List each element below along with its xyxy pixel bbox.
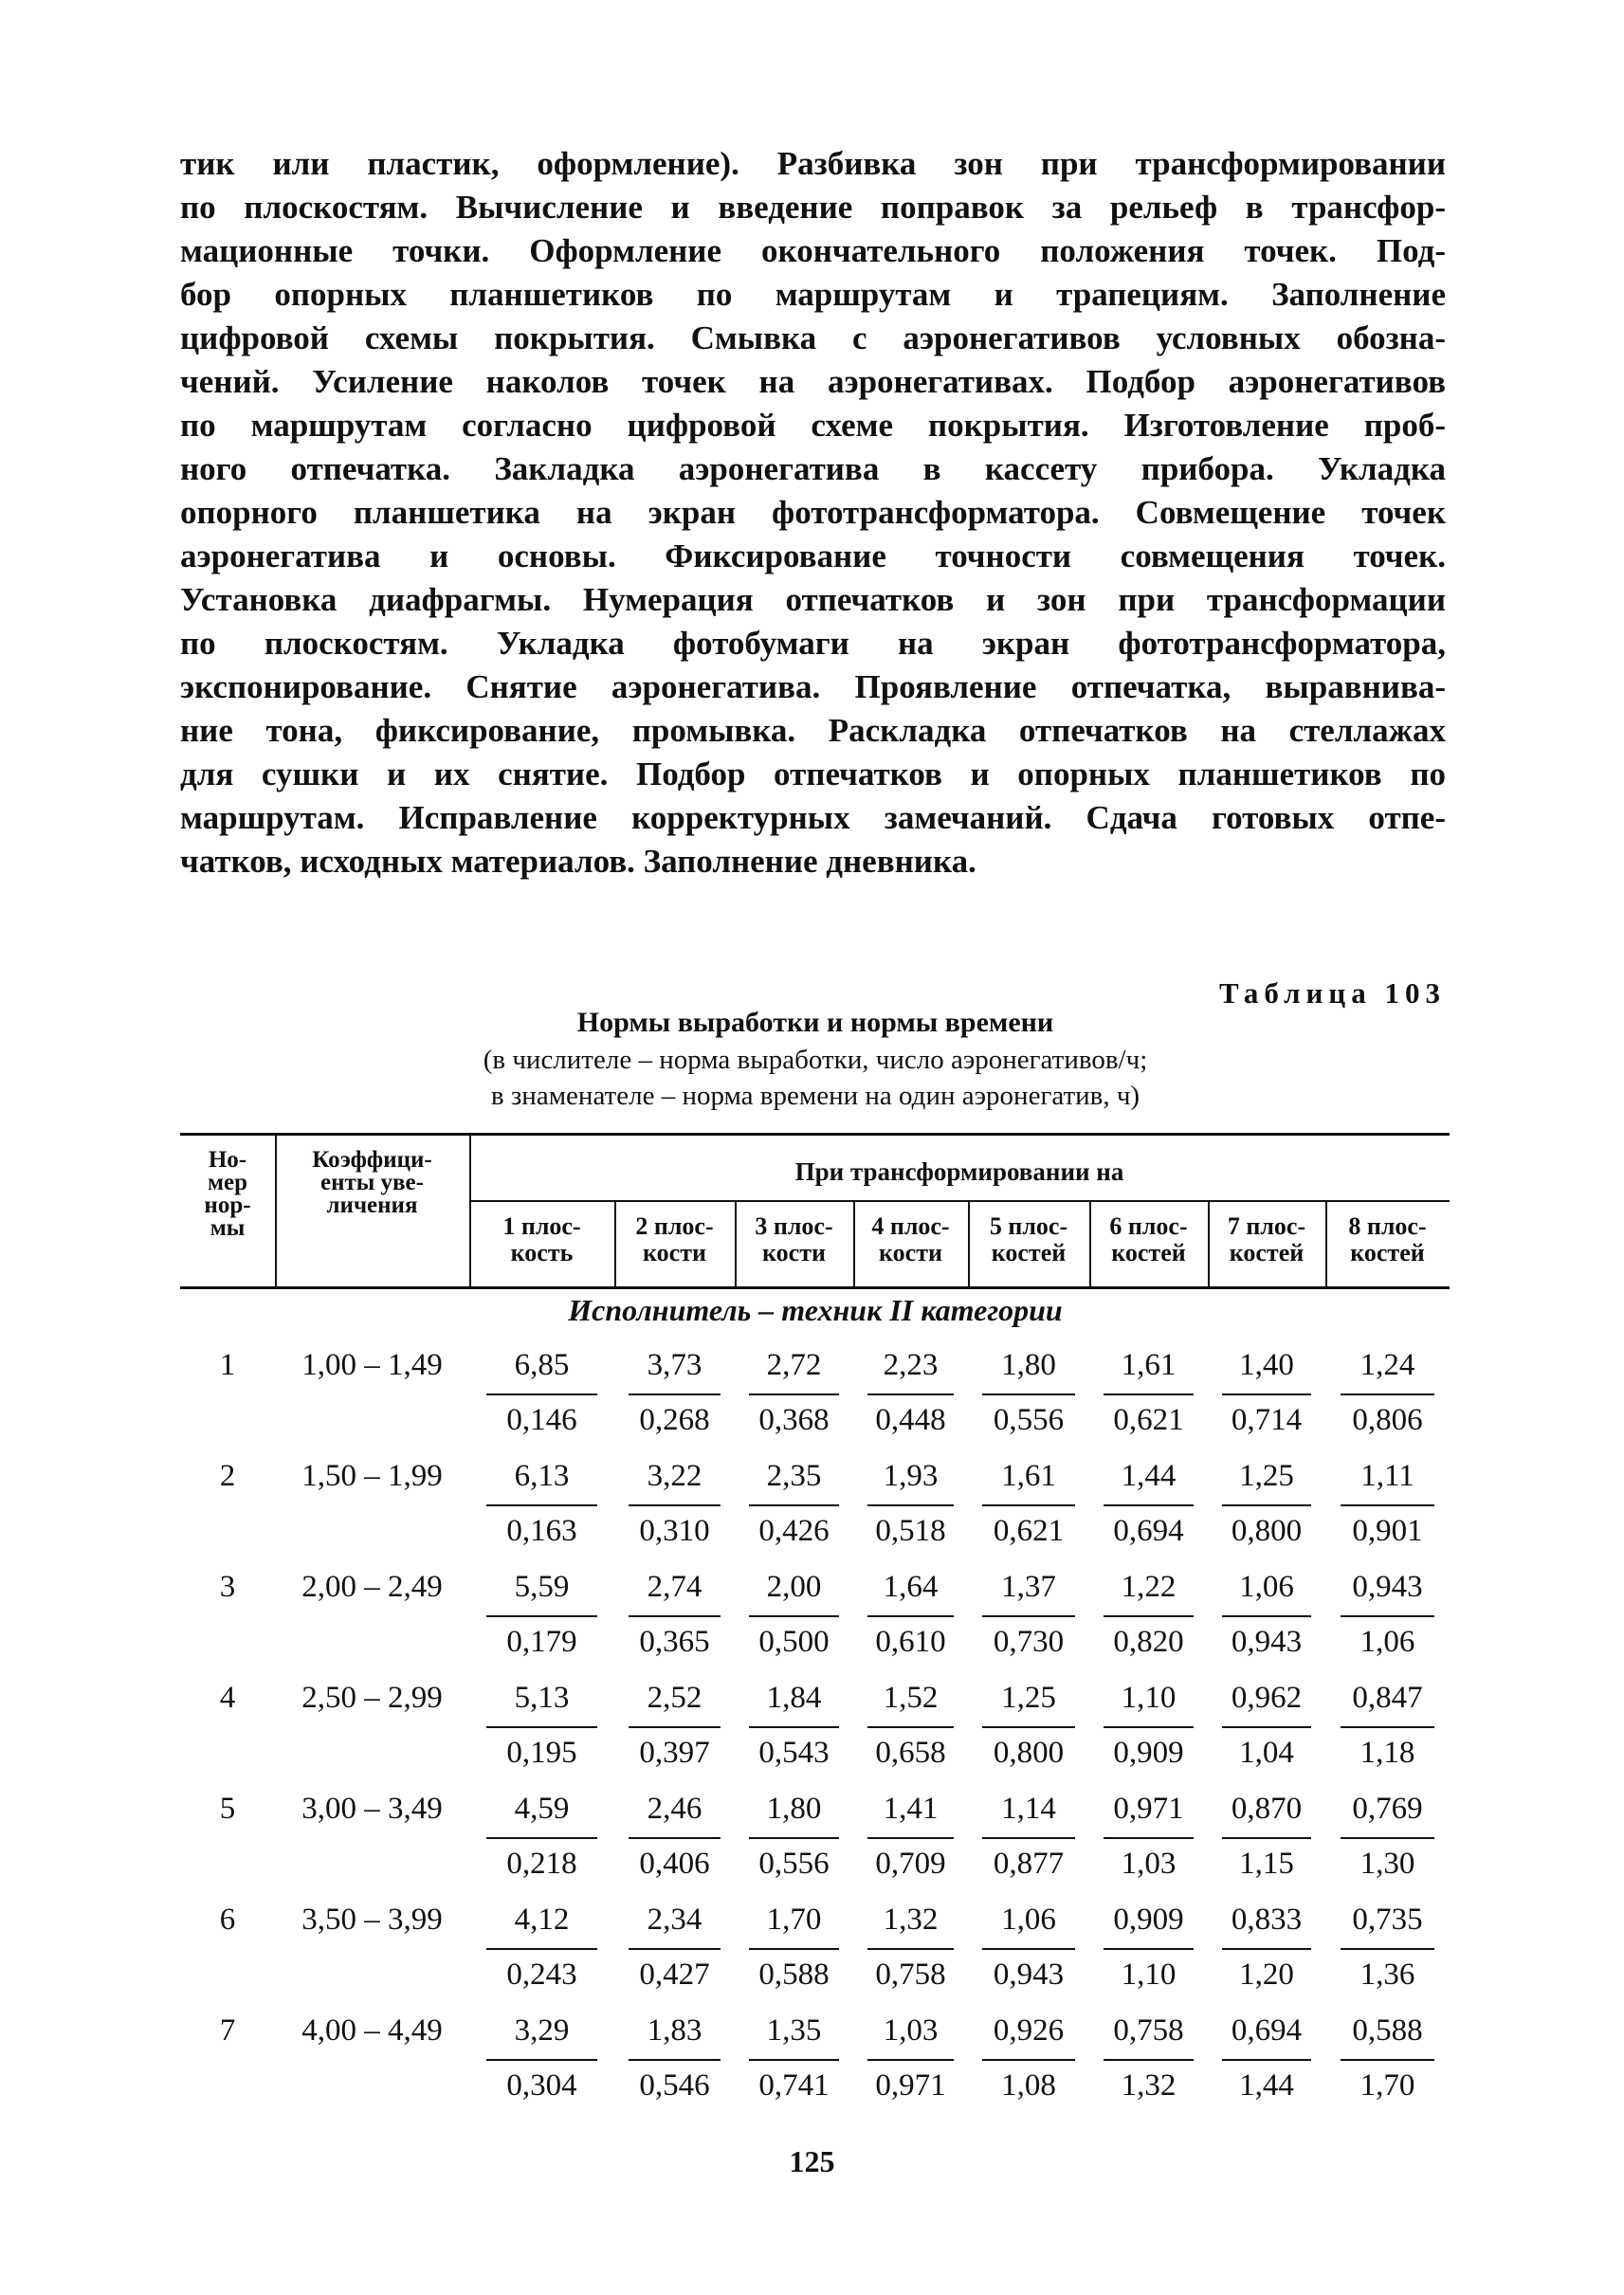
denominator-value: 1,18 <box>1359 1736 1415 1770</box>
numerator-value: 2,46 <box>647 1792 703 1826</box>
fraction-bar <box>486 1837 596 1839</box>
numerator-value: 1,40 <box>1239 1348 1294 1382</box>
fraction-bar <box>982 1948 1074 1950</box>
fraction-bar <box>1341 1504 1435 1506</box>
fraction-bar <box>867 1504 955 1506</box>
row-coefficient: 3,00 – 3,49 <box>301 1792 443 1826</box>
numerator-value: 1,52 <box>883 1681 939 1715</box>
fraction-bar <box>982 1726 1074 1728</box>
fraction-bar <box>1222 1948 1311 1950</box>
fraction-bar <box>629 1615 721 1617</box>
numerator-value: 2,72 <box>766 1348 822 1382</box>
fraction-bar <box>982 1837 1074 1839</box>
numerator-value: 1,35 <box>766 2013 822 2048</box>
numerator-value: 1,64 <box>883 1570 939 1604</box>
numerator-value: 1,61 <box>1001 1459 1056 1493</box>
denominator-value: 0,741 <box>758 2068 830 2103</box>
fraction-bar <box>629 1393 721 1395</box>
fraction-bar <box>1222 2059 1311 2061</box>
text-line: чатков, исходных материалов. Заполнение дневника. <box>180 843 976 880</box>
header-coefficient: Коэффици- енты уве- личения <box>312 1147 432 1218</box>
denominator-value: 0,971 <box>875 2068 946 2103</box>
numerator-value: 6,13 <box>514 1459 570 1493</box>
denominator-value: 1,15 <box>1239 1847 1294 1881</box>
denominator-value: 1,36 <box>1359 1958 1415 1992</box>
fraction-bar <box>1222 1615 1311 1617</box>
row-coefficient: 1,50 – 1,99 <box>301 1459 443 1493</box>
fraction-bar <box>749 1615 839 1617</box>
denominator-value: 0,304 <box>506 2068 577 2103</box>
header-planes-8: 8 плос- костей <box>1348 1212 1427 1266</box>
fraction-bar <box>749 2059 839 2061</box>
row-number: 2 <box>219 1459 236 1493</box>
denominator-value: 0,610 <box>875 1625 946 1659</box>
numerator-value: 0,909 <box>1113 1903 1184 1937</box>
denominator-value: 0,709 <box>875 1847 946 1881</box>
numerator-value: 0,735 <box>1352 1903 1423 1937</box>
denominator-value: 0,218 <box>506 1847 577 1881</box>
numerator-value: 0,971 <box>1113 1792 1184 1826</box>
numerator-value: 1,24 <box>1359 1348 1415 1382</box>
numerator-value: 0,926 <box>993 2013 1065 2048</box>
numerator-value: 2,74 <box>647 1570 703 1604</box>
numerator-value: 2,52 <box>647 1681 703 1715</box>
fraction-bar <box>1222 1393 1311 1395</box>
numerator-value: 4,12 <box>514 1903 570 1937</box>
numerator-value: 3,73 <box>647 1348 703 1382</box>
fraction-bar <box>1104 1837 1194 1839</box>
row-coefficient: 3,50 – 3,99 <box>301 1903 443 1937</box>
numerator-value: 1,22 <box>1121 1570 1177 1604</box>
fraction-bar <box>867 2059 955 2061</box>
denominator-value: 0,448 <box>875 1403 946 1437</box>
text-line: по плоскостям. Укладка фотобумаги на экран фототрансформатора, <box>180 625 1446 662</box>
header-planes-2: 2 плос- кости <box>635 1212 714 1266</box>
fraction-bar <box>982 1615 1074 1617</box>
row-coefficient: 2,00 – 2,49 <box>301 1570 443 1604</box>
fraction-bar <box>1341 1726 1435 1728</box>
numerator-value: 2,35 <box>766 1459 822 1493</box>
numerator-value: 1,80 <box>1001 1348 1056 1382</box>
denominator-value: 1,70 <box>1359 2068 1415 2103</box>
fraction-bar <box>749 1504 839 1506</box>
numerator-value: 1,80 <box>766 1792 822 1826</box>
denominator-value: 0,658 <box>875 1736 946 1770</box>
denominator-value: 0,621 <box>993 1514 1065 1548</box>
numerator-value: 3,22 <box>647 1459 703 1493</box>
denominator-value: 0,406 <box>639 1847 710 1881</box>
denominator-value: 1,20 <box>1239 1958 1294 1992</box>
fraction-bar <box>1104 1615 1194 1617</box>
numerator-value: 1,44 <box>1121 1459 1177 1493</box>
fraction-bar <box>1341 1837 1435 1839</box>
fraction-bar <box>867 1393 955 1395</box>
header-planes-4: 4 плос- кости <box>871 1212 950 1266</box>
denominator-value: 0,163 <box>506 1514 577 1548</box>
numerator-value: 1,41 <box>883 1792 939 1826</box>
denominator-value: 0,758 <box>875 1958 946 1992</box>
numerator-value: 1,83 <box>647 2013 703 2048</box>
numerator-value: 5,59 <box>514 1570 570 1604</box>
group-header-rule <box>469 1200 1450 1202</box>
numerator-value: 6,85 <box>514 1348 570 1382</box>
denominator-value: 0,179 <box>506 1625 577 1659</box>
text-line: по плоскостям. Вычисление и введение поправок за рельеф в трансфор- <box>180 189 1446 226</box>
fraction-bar <box>629 1837 721 1839</box>
table-caption: Таблица 103 <box>1219 976 1446 1010</box>
header-planes-7: 7 плос- костей <box>1227 1212 1306 1266</box>
numerator-value: 1,61 <box>1121 1348 1177 1382</box>
numerator-value: 0,962 <box>1231 1681 1303 1715</box>
denominator-value: 0,518 <box>875 1514 946 1548</box>
text-line: опорного планшетика на экран фототрансформатора. Совмещение точек <box>180 494 1446 531</box>
denominator-value: 0,310 <box>639 1514 710 1548</box>
denominator-value: 0,877 <box>993 1847 1065 1881</box>
fraction-bar <box>1104 1948 1194 1950</box>
denominator-value: 0,365 <box>639 1625 710 1659</box>
numerator-value: 1,84 <box>766 1681 822 1715</box>
numerator-value: 0,769 <box>1352 1792 1423 1826</box>
text-line: чений. Усиление наколов точек на аэронегативах. Подбор аэронегативов <box>180 363 1446 400</box>
denominator-value: 0,714 <box>1231 1403 1303 1437</box>
numerator-value: 1,25 <box>1239 1459 1294 1493</box>
row-number: 1 <box>219 1348 236 1382</box>
numerator-value: 3,29 <box>514 2013 570 2048</box>
denominator-value: 0,730 <box>993 1625 1065 1659</box>
fraction-bar <box>867 1948 955 1950</box>
fraction-bar <box>486 1726 596 1728</box>
fraction-bar <box>867 1837 955 1839</box>
denominator-value: 0,543 <box>758 1736 830 1770</box>
fraction-bar <box>1104 1726 1194 1728</box>
row-coefficient: 2,50 – 2,99 <box>301 1681 443 1715</box>
fraction-bar <box>867 1615 955 1617</box>
denominator-value: 0,243 <box>506 1958 577 1992</box>
text-line: маршрутам. Исправление корректурных замечаний. Сдача готовых отпе- <box>180 799 1446 836</box>
fraction-bar <box>486 1393 596 1395</box>
table-subtitle-1: (в числителе – норма выработки, число аэронегативов/ч; <box>483 1045 1148 1075</box>
numerator-value: 1,10 <box>1121 1681 1177 1715</box>
row-coefficient: 4,00 – 4,49 <box>301 2013 443 2048</box>
denominator-value: 1,03 <box>1121 1847 1177 1881</box>
denominator-value: 0,146 <box>506 1403 577 1437</box>
numerator-value: 0,588 <box>1352 2013 1423 2048</box>
header-planes-1: 1 плос- кость <box>502 1212 581 1266</box>
table-top-rule <box>180 1133 1450 1136</box>
fraction-bar <box>749 1837 839 1839</box>
numerator-value: 2,34 <box>647 1903 703 1937</box>
fraction-bar <box>1104 1393 1194 1395</box>
row-number: 3 <box>219 1570 236 1604</box>
table-header-rule <box>180 1286 1450 1289</box>
denominator-value: 1,10 <box>1121 1958 1177 1992</box>
denominator-value: 1,08 <box>1001 2068 1056 2103</box>
fraction-bar <box>1341 1948 1435 1950</box>
numerator-value: 0,833 <box>1231 1903 1303 1937</box>
fraction-bar <box>982 2059 1074 2061</box>
fraction-bar <box>749 1726 839 1728</box>
numerator-value: 2,23 <box>883 1348 939 1382</box>
header-planes-3: 3 плос- кости <box>755 1212 833 1266</box>
text-line: бор опорных планшетиков по маршрутам и трапециям. Заполнение <box>180 276 1446 313</box>
denominator-value: 0,426 <box>758 1514 830 1548</box>
numerator-value: 5,13 <box>514 1681 570 1715</box>
denominator-value: 0,556 <box>993 1403 1065 1437</box>
denominator-value: 0,588 <box>758 1958 830 1992</box>
fraction-bar <box>1222 1504 1311 1506</box>
numerator-value: 1,11 <box>1360 1459 1414 1493</box>
denominator-value: 0,556 <box>758 1847 830 1881</box>
denominator-value: 1,06 <box>1359 1625 1415 1659</box>
numerator-value: 4,59 <box>514 1792 570 1826</box>
text-line: тик или пластик, оформление). Разбивка зон при трансформировании <box>180 145 1446 182</box>
numerator-value: 1,37 <box>1001 1570 1056 1604</box>
row-number: 7 <box>219 2013 236 2048</box>
text-line: по маршрутам согласно цифровой схеме покрытия. Изготовление проб- <box>180 407 1446 444</box>
row-number: 4 <box>219 1681 236 1715</box>
numerator-value: 1,03 <box>883 2013 939 2048</box>
fraction-bar <box>486 1615 596 1617</box>
numerator-value: 1,06 <box>1239 1570 1294 1604</box>
fraction-bar <box>629 1948 721 1950</box>
denominator-value: 0,427 <box>639 1958 710 1992</box>
fraction-bar <box>486 1948 596 1950</box>
fraction-bar <box>982 1504 1074 1506</box>
table-subtitle-2: в знаменателе – норма времени на один аэронегатив, ч) <box>490 1081 1140 1111</box>
numerator-value: 0,943 <box>1352 1570 1423 1604</box>
text-line: аэронегатива и основы. Фиксирование точности совмещения точек. <box>180 537 1446 574</box>
denominator-value: 0,901 <box>1352 1514 1423 1548</box>
denominator-value: 0,806 <box>1352 1403 1423 1437</box>
fraction-bar <box>1341 1615 1435 1617</box>
denominator-value: 0,268 <box>639 1403 710 1437</box>
numerator-value: 2,00 <box>766 1570 822 1604</box>
fraction-bar <box>867 1726 955 1728</box>
denominator-value: 0,943 <box>1231 1625 1303 1659</box>
fraction-bar <box>629 2059 721 2061</box>
fraction-bar <box>1104 2059 1194 2061</box>
fraction-bar <box>1341 2059 1435 2061</box>
text-line: Установка диафрагмы. Нумерация отпечатков и зон при трансформации <box>180 581 1446 618</box>
numerator-value: 1,06 <box>1001 1903 1056 1937</box>
denominator-value: 0,397 <box>639 1736 710 1770</box>
denominator-value: 0,621 <box>1113 1403 1184 1437</box>
numerator-value: 1,70 <box>766 1903 822 1937</box>
numerator-value: 1,93 <box>883 1459 939 1493</box>
denominator-value: 0,195 <box>506 1736 577 1770</box>
text-line: цифровой схемы покрытия. Смывка с аэронегативов условных обозна- <box>180 319 1446 356</box>
denominator-value: 1,30 <box>1359 1847 1415 1881</box>
fraction-bar <box>1341 1393 1435 1395</box>
fraction-bar <box>1222 1837 1311 1839</box>
body-text <box>180 142 1446 883</box>
denominator-value: 0,694 <box>1113 1514 1184 1548</box>
denominator-value: 1,44 <box>1239 2068 1294 2103</box>
header-planes-6: 6 плос- костей <box>1109 1212 1188 1266</box>
fraction-bar <box>749 1948 839 1950</box>
numerator-value: 0,870 <box>1231 1792 1303 1826</box>
denominator-value: 0,943 <box>993 1958 1065 1992</box>
text-line: экспонирование. Снятие аэронегатива. Проявление отпечатка, выравнива- <box>180 668 1446 705</box>
fraction-bar <box>1222 1726 1311 1728</box>
fraction-bar <box>486 1504 596 1506</box>
text-line: ние тона, фиксирование, промывка. Раскладка отпечатков на стеллажах <box>180 712 1446 749</box>
numerator-value: 0,694 <box>1231 2013 1303 2048</box>
header-planes-5: 5 плос- костей <box>989 1212 1068 1266</box>
denominator-value: 0,800 <box>993 1736 1065 1770</box>
denominator-value: 0,546 <box>639 2068 710 2103</box>
numerator-value: 1,14 <box>1001 1792 1056 1826</box>
fraction-bar <box>629 1504 721 1506</box>
fraction-bar <box>982 1393 1074 1395</box>
table-section-label: Исполнитель – техник II категории <box>568 1293 1063 1327</box>
numerator-value: 1,25 <box>1001 1681 1056 1715</box>
row-coefficient: 1,00 – 1,49 <box>301 1348 443 1382</box>
fraction-bar <box>629 1726 721 1728</box>
table-title: Нормы выработки и нормы времени <box>576 1007 1054 1038</box>
denominator-value: 0,500 <box>758 1625 830 1659</box>
fraction-bar <box>1104 1504 1194 1506</box>
denominator-value: 1,04 <box>1239 1736 1294 1770</box>
numerator-value: 1,32 <box>883 1903 939 1937</box>
header-group: При трансформировании на <box>794 1157 1124 1186</box>
page-number: 125 <box>789 2144 835 2178</box>
denominator-value: 0,820 <box>1113 1625 1184 1659</box>
header-number: Но- мер нор- мы <box>204 1147 251 1241</box>
row-number: 5 <box>219 1792 236 1826</box>
denominator-value: 0,368 <box>758 1403 830 1437</box>
row-number: 6 <box>219 1903 236 1937</box>
denominator-value: 1,32 <box>1121 2068 1177 2103</box>
text-line: ного отпечатка. Закладка аэронегатива в кассету прибора. Укладка <box>180 450 1446 487</box>
fraction-bar <box>486 2059 596 2061</box>
denominator-value: 0,800 <box>1231 1514 1303 1548</box>
fraction-bar <box>749 1393 839 1395</box>
denominator-value: 0,909 <box>1113 1736 1184 1770</box>
text-line: для сушки и их снятие. Подбор отпечатков и опорных планшетиков по <box>180 756 1446 792</box>
numerator-value: 0,847 <box>1352 1681 1423 1715</box>
text-line: мационные точки. Оформление окончательного положения точек. Под- <box>180 232 1446 269</box>
numerator-value: 0,758 <box>1113 2013 1184 2048</box>
